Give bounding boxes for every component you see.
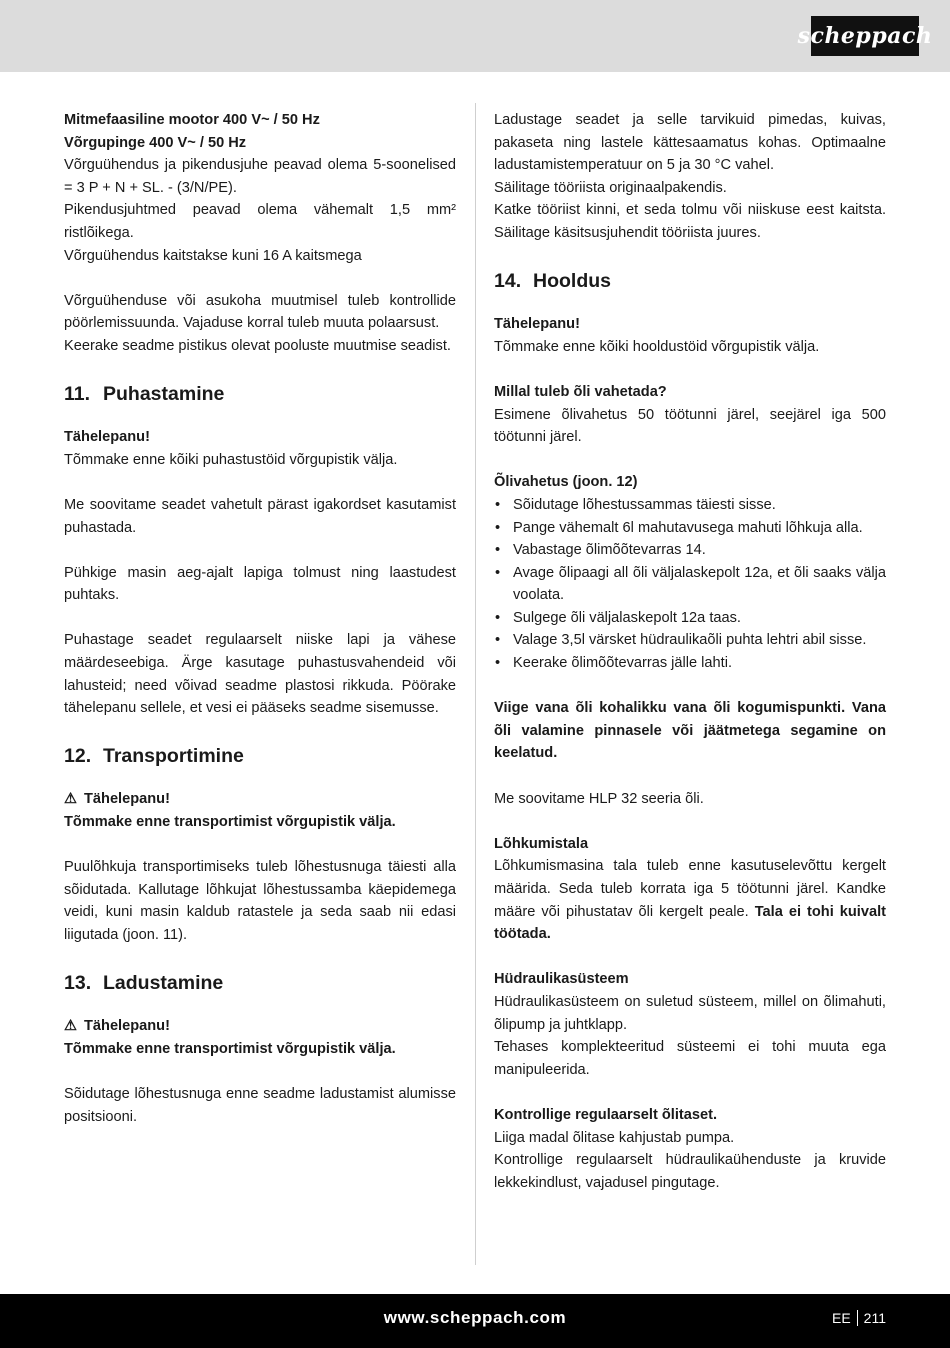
oil-recommendation: Me soovitame HLP 32 seeria õli. <box>494 790 704 807</box>
footer-bar <box>0 1294 950 1348</box>
list-item: • Pange vähemalt 6l mahutavusega mahuti lõhkuja alla. <box>494 517 886 540</box>
section-13-note: ⚠ Tähelepanu! Tõmmake enne transportimist võrgupistik välja. <box>64 1015 456 1060</box>
header-bar <box>0 0 950 72</box>
list-item: • Vabastage õlimõõtevarras 14. <box>494 539 886 562</box>
section-11-note: Tähelepanu! Tõmmake enne kõiki puhastustöid võrgupistik välja. <box>64 429 398 468</box>
cable-cross-section: Pikendusjuhtmed peavad olema vähemalt 1,5 mm² ristlõikega. <box>64 202 456 241</box>
oil-change-steps <box>494 494 886 675</box>
list-item: • Valage 3,5l värsket hüdraulikaõli puhta lehtri abil sisse. <box>494 629 886 652</box>
right-column <box>494 109 886 1194</box>
page-number <box>832 1310 886 1326</box>
motor-spec: Mitmefaasiline mootor 400 V~ / 50 Hz <box>64 112 320 128</box>
storage-text: Ladustage seadet ja selle tarvikuid pimedas, kuivas, pakaseta ning lastele kättesaamatus kohas. Optimaalne ladustamistemperatuur on 5 ja 30 °C vahel. Säilitage tööriista originaalpakendis. Katke tööriist kinni, et seda tolmu või niiskuse eest kaitsta. Säilitage käsitsusjuhendit tööriista juures. <box>494 112 886 241</box>
oil-change-heading: Õlivahetus (joon. 12) <box>494 474 638 491</box>
section-12-heading: 12. Transportimine <box>64 745 244 768</box>
section-12-note: ⚠ Tähelepanu! Tõmmake enne transportimist võrgupistik välja. <box>64 788 456 833</box>
splitting-beam-section: Lõhkumistala Lõhkumismasina tala tuleb enne kasutuselevõttu kergelt määrida. Seda tuleb korrata iga 5 töötunni järel. Kandke määre või pihustatav õli kergelt peale. Tala ei tohi kuivalt töötada. <box>494 835 886 943</box>
section-13-heading: 13. Ladustamine <box>64 972 224 995</box>
cable-spec: Võrguühendus ja pikendusjuhe peavad olema 5-soonelised = 3 P + N + SL. - (3/N/PE). <box>64 157 456 196</box>
language-code: EE <box>831 1310 851 1326</box>
section-12-para-1: Puulõhkuja transportimiseks tuleb lõhestusnuga täiesti alla sõidutada. Kallutage lõhkujat lõhestussamba käepidemega veidi, kuni masin kaldub ratastele ja seda saab nii edasi liigutada (joon. 11). <box>64 859 456 943</box>
left-column <box>64 109 456 1128</box>
oil-level-section: Kontrollige regulaarselt õlitaset. Liiga madal õlitase kahjustab pumpa. Kontrollige regulaarselt hüdraulikaühenduste ja kruvide lekkekindlust, vajadusel pingutage. <box>494 1106 886 1191</box>
section-14-note: Tähelepanu! Tõmmake enne kõiki hooldustöid võrgupistik välja. <box>494 316 820 355</box>
section-11-para-3: Puhastage seadet regulaarselt niiske lapi ja vähese määrdeseebiga. Ärge kasutage puhastusvahendeid või lahusteid; need võivad seadme plastosi rikkuda. Pöörake tähelepanu sellele, et vesi ei pääseks seadme sisemusse. <box>64 632 456 717</box>
section-14-heading: 14. Hooldus <box>494 270 611 293</box>
oil-change-interval: Millal tuleb õli vahetada? Esimene õlivahetus 50 töötunni järel, seejärel iga 500 töötunni järel. <box>494 383 886 446</box>
page-number-value: 211 <box>863 1310 886 1326</box>
section-11-para-2: Pühkige masin aeg-ajalt lapiga tolmust ning laastudest puhtaks. <box>64 564 456 604</box>
oil-change-block <box>494 471 886 674</box>
footer-separator <box>857 1310 858 1326</box>
warning-icon: ⚠ <box>64 1018 78 1035</box>
footer-url: www.scheppach.com <box>383 1308 567 1327</box>
warning-icon: ⚠ <box>64 791 78 808</box>
fuse-spec: Võrguühendus kaitstakse kuni 16 A kaitsmega <box>64 247 362 264</box>
hydraulic-system-section: Hüdraulikasüsteem Hüdraulikasüsteem on suletud süsteem, millel on õlimahuti, õlipump ja juhtklapp. Tehases komplekteeritud süsteemi ei tohi muuta ega manipuleerida. <box>494 971 886 1078</box>
section-11-heading: 11. Puhastamine <box>64 383 225 406</box>
list-item: • Sulgege õli väljalaskepolt 12a taas. <box>494 607 886 630</box>
voltage-spec: Võrgupinge 400 V~ / 50 Hz <box>64 134 247 151</box>
section-13-para-1: Sõidutage lõhestusnuga enne seadme ladustamist alumisse positsiooni. <box>64 1085 456 1125</box>
list-item: • Avage õlipaagi all õli väljalaskepolt 12a, et õli saaks välja voolata. <box>494 562 886 607</box>
rotation-check: Võrguühenduse või asukoha muutmisel tuleb kontrollide pöörlemissuunda. Vajaduse korral tuleb muuta polaarsust. Keerake seadme pistikus olevat pooluste muutmise seadist. <box>64 292 456 354</box>
list-item: • Keerake õlimõõtevarras jälle lahti. <box>494 652 886 675</box>
power-spec <box>64 109 456 267</box>
section-11-para-1: Me soovitame seadet vahetult pärast igakordset kasutamist puhastada. <box>64 496 456 536</box>
list-item: • Sõidutage lõhestussammas täiesti sisse. <box>494 494 886 517</box>
brand-logo: scheppach <box>811 16 919 56</box>
oil-disposal-warning: Viige vana õli kohalikku vana õli kogumispunkti. Vana õli valamine pinnasele või jäätmetega segamine on keelatud. <box>494 700 886 762</box>
column-divider <box>475 103 476 1265</box>
